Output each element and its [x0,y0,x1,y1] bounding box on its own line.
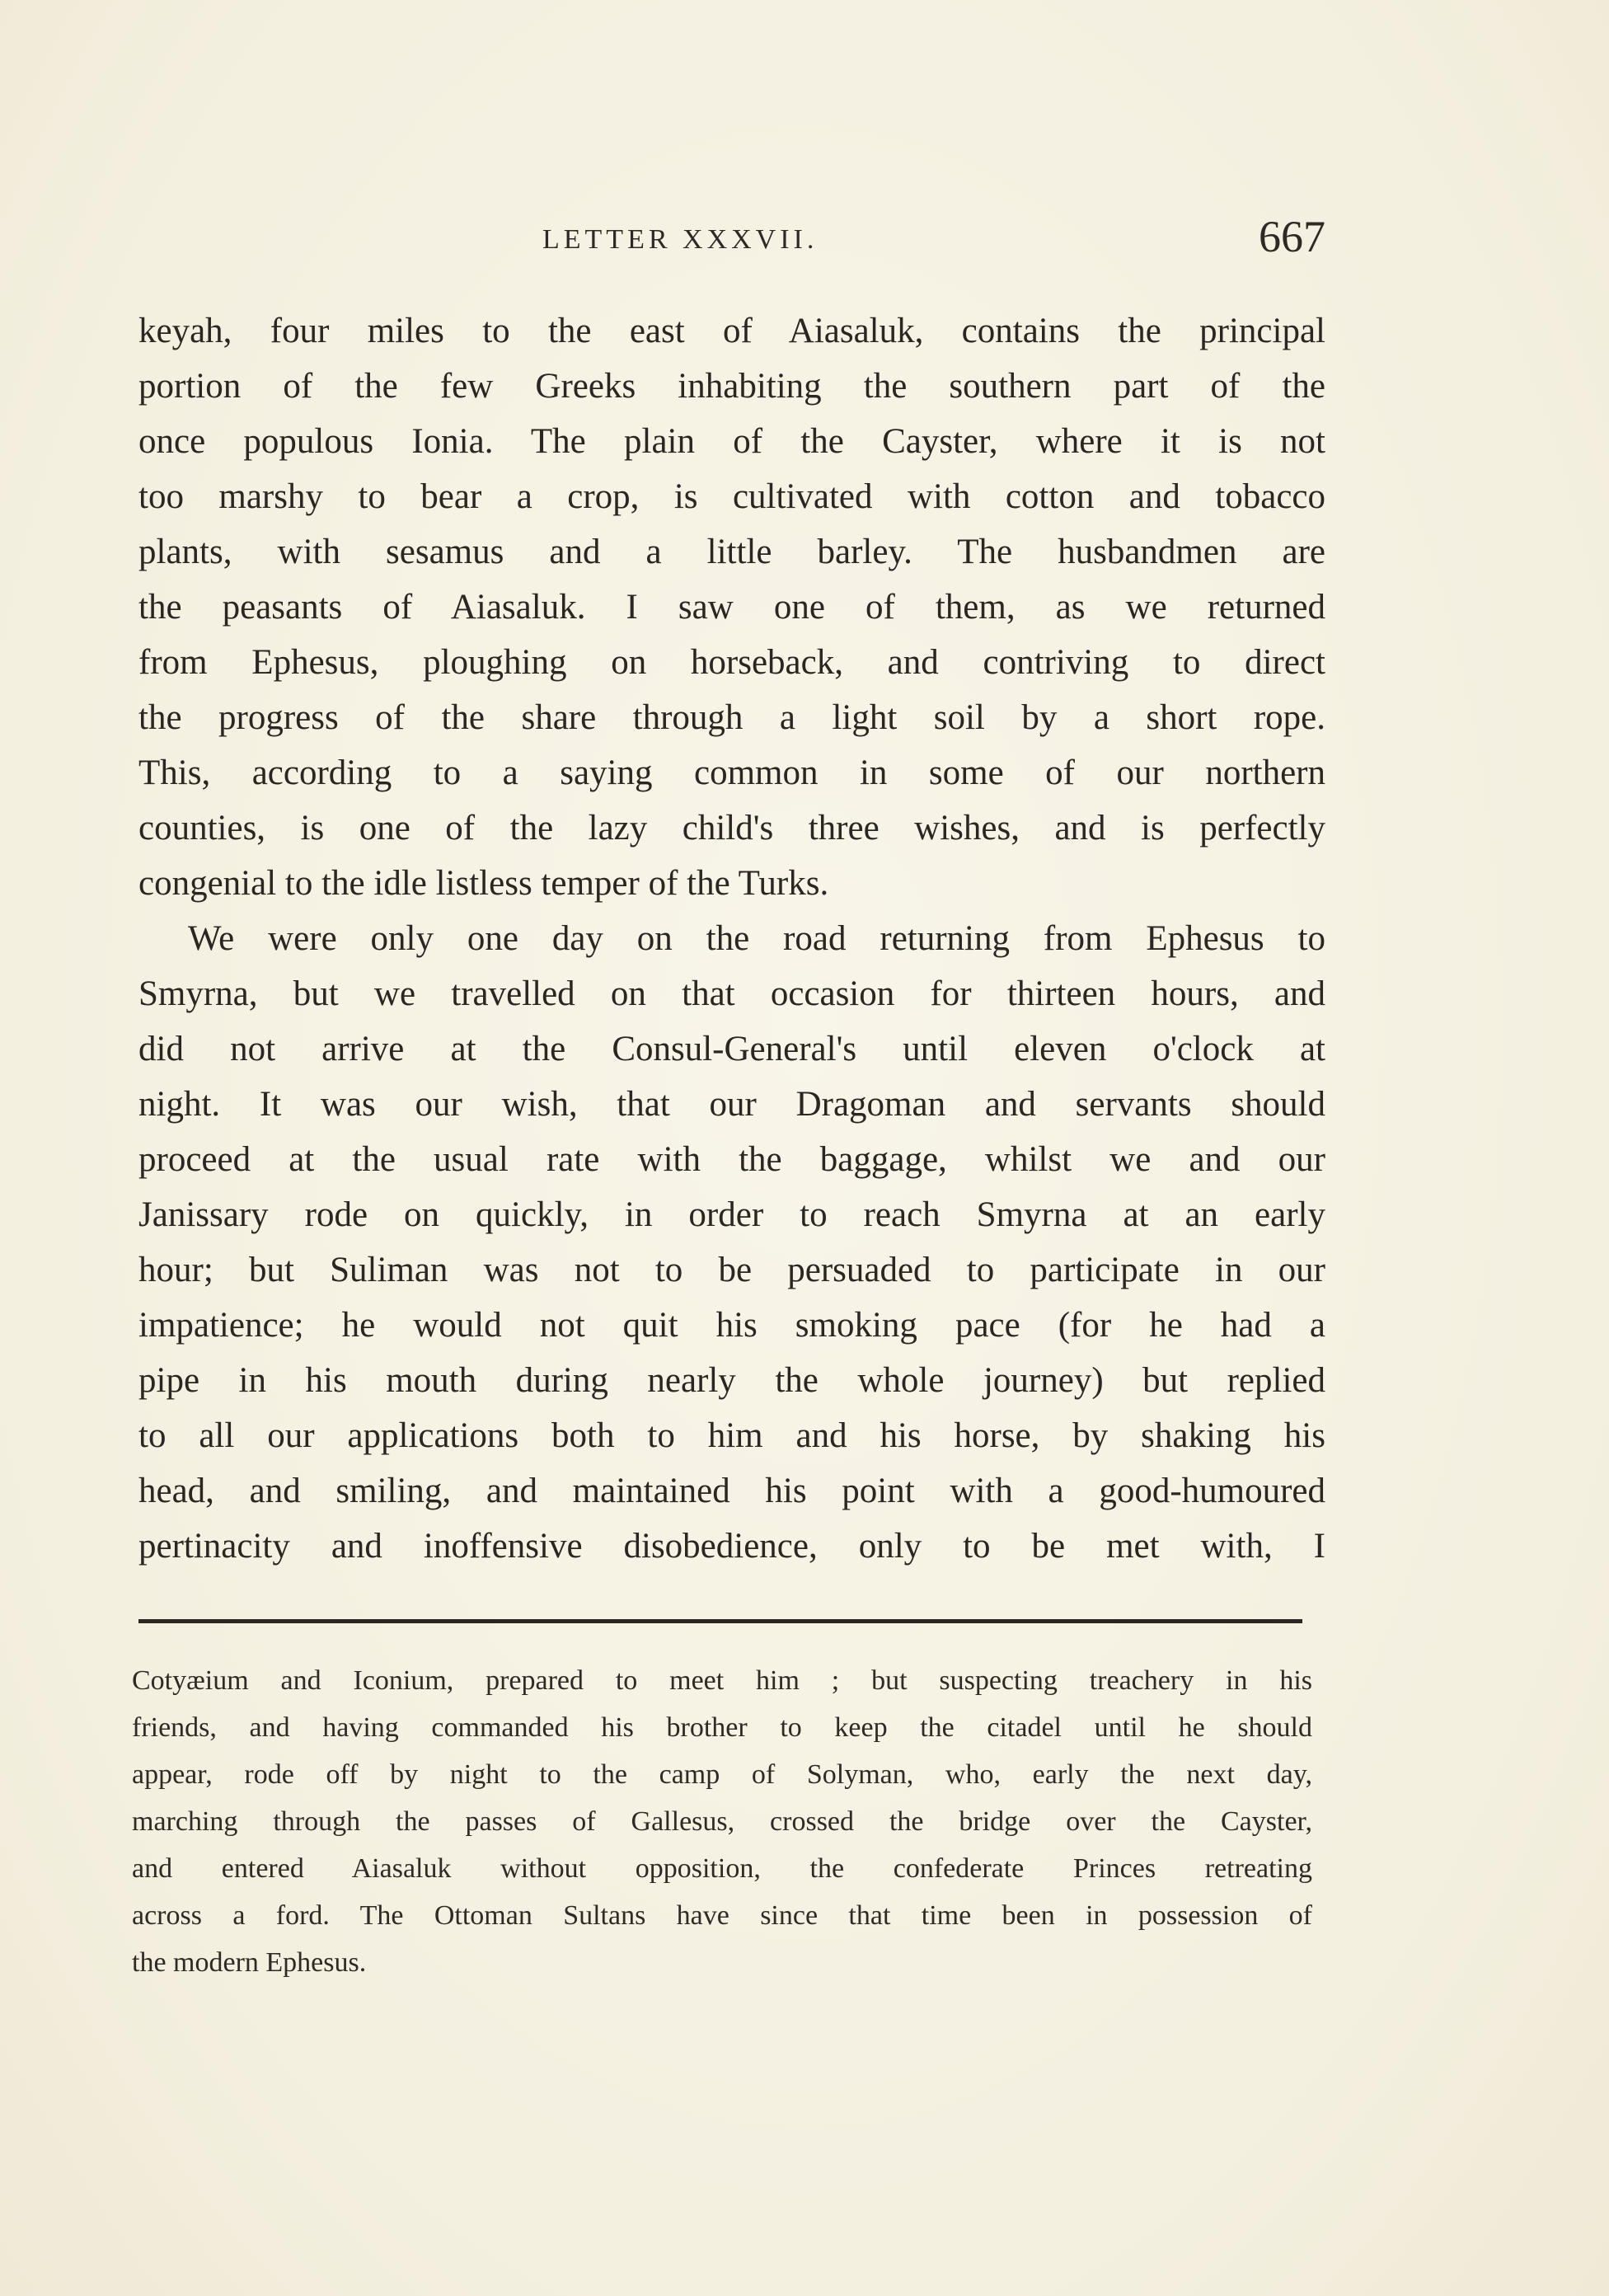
text-line: from Ephesus, ploughing on horseback, and contriving to direct [138,643,1325,682]
footnote-line: appear, rode off by night to the camp of Solyman, who, early the next day, [132,1759,1312,1790]
footnote-line: friends, and having commanded his brother to keep the citadel until he should [132,1712,1312,1743]
text-line: too marshy to bear a crop, is cultivated with cotton and tobacco [138,477,1325,516]
text-line: portion of the few Greeks inhabiting the southern part of the [138,367,1325,406]
text-line: night. It was our wish, that our Dragoman and servants should [138,1085,1325,1124]
footnote-rule [138,1619,1302,1623]
text-line: pipe in his mouth during nearly the whole journey) but replied [138,1361,1325,1400]
footnote-line: and entered Aiasaluk without opposition, the confederate Princes retreating [132,1853,1312,1884]
text-line: the peasants of Aiasaluk. I saw one of them, as we returned [138,588,1325,627]
main-text [138,303,1325,1574]
footnote [132,1657,1312,1986]
footnote-line: the modern Ephesus. [132,1947,367,1978]
footnote-line: across a ford. The Ottoman Sultans have since that time been in possession of [132,1900,1312,1931]
text-line: counties, is one of the lazy child's three wishes, and is perfectly [138,809,1325,848]
text-line: plants, with sesamus and a little barley. The husbandmen are [138,533,1325,571]
running-head: LETTER XXXVII. [542,224,819,255]
page-number: 667 [1259,212,1325,261]
page-header [138,212,1325,274]
footnote-line: marching through the passes of Gallesus, crossed the bridge over the Cayster, [132,1806,1312,1837]
text-line: This, according to a saying common in some of our northern [138,754,1325,792]
text-line: proceed at the usual rate with the baggage, whilst we and our [138,1140,1325,1179]
text-line: Janissary rode on quickly, in order to reach Smyrna at an early [138,1195,1325,1234]
text-line: hour; but Suliman was not to be persuaded to participate in our [138,1251,1325,1289]
text-line: pertinacity and inoffensive disobedience, only to be met with, I [138,1527,1325,1566]
paragraph-start-line: We were only one day on the road returning from Ephesus to [188,919,1325,958]
paragraph-end-line: congenial to the idle listless temper of the Turks. [138,864,829,903]
text-line: Smyrna, but we travelled on that occasion for thirteen hours, and [138,974,1325,1013]
text-line: the progress of the share through a light soil by a short rope. [138,698,1325,737]
text-line: to all our applications both to him and his horse, by shaking his [138,1416,1325,1455]
text-line: impatience; he would not quit his smoking pace (for he had a [138,1306,1325,1345]
footnote-line: Cotyæium and Iconium, prepared to meet him ; but suspecting treachery in his [132,1665,1312,1696]
text-line: did not arrive at the Consul-General's until eleven o'clock at [138,1030,1325,1068]
text-line: keyah, four miles to the east of Aiasaluk, contains the principal [138,312,1325,350]
text-line: once populous Ionia. The plain of the Cayster, where it is not [138,422,1325,461]
text-line: head, and smiling, and maintained his point with a good-humoured [138,1472,1325,1510]
